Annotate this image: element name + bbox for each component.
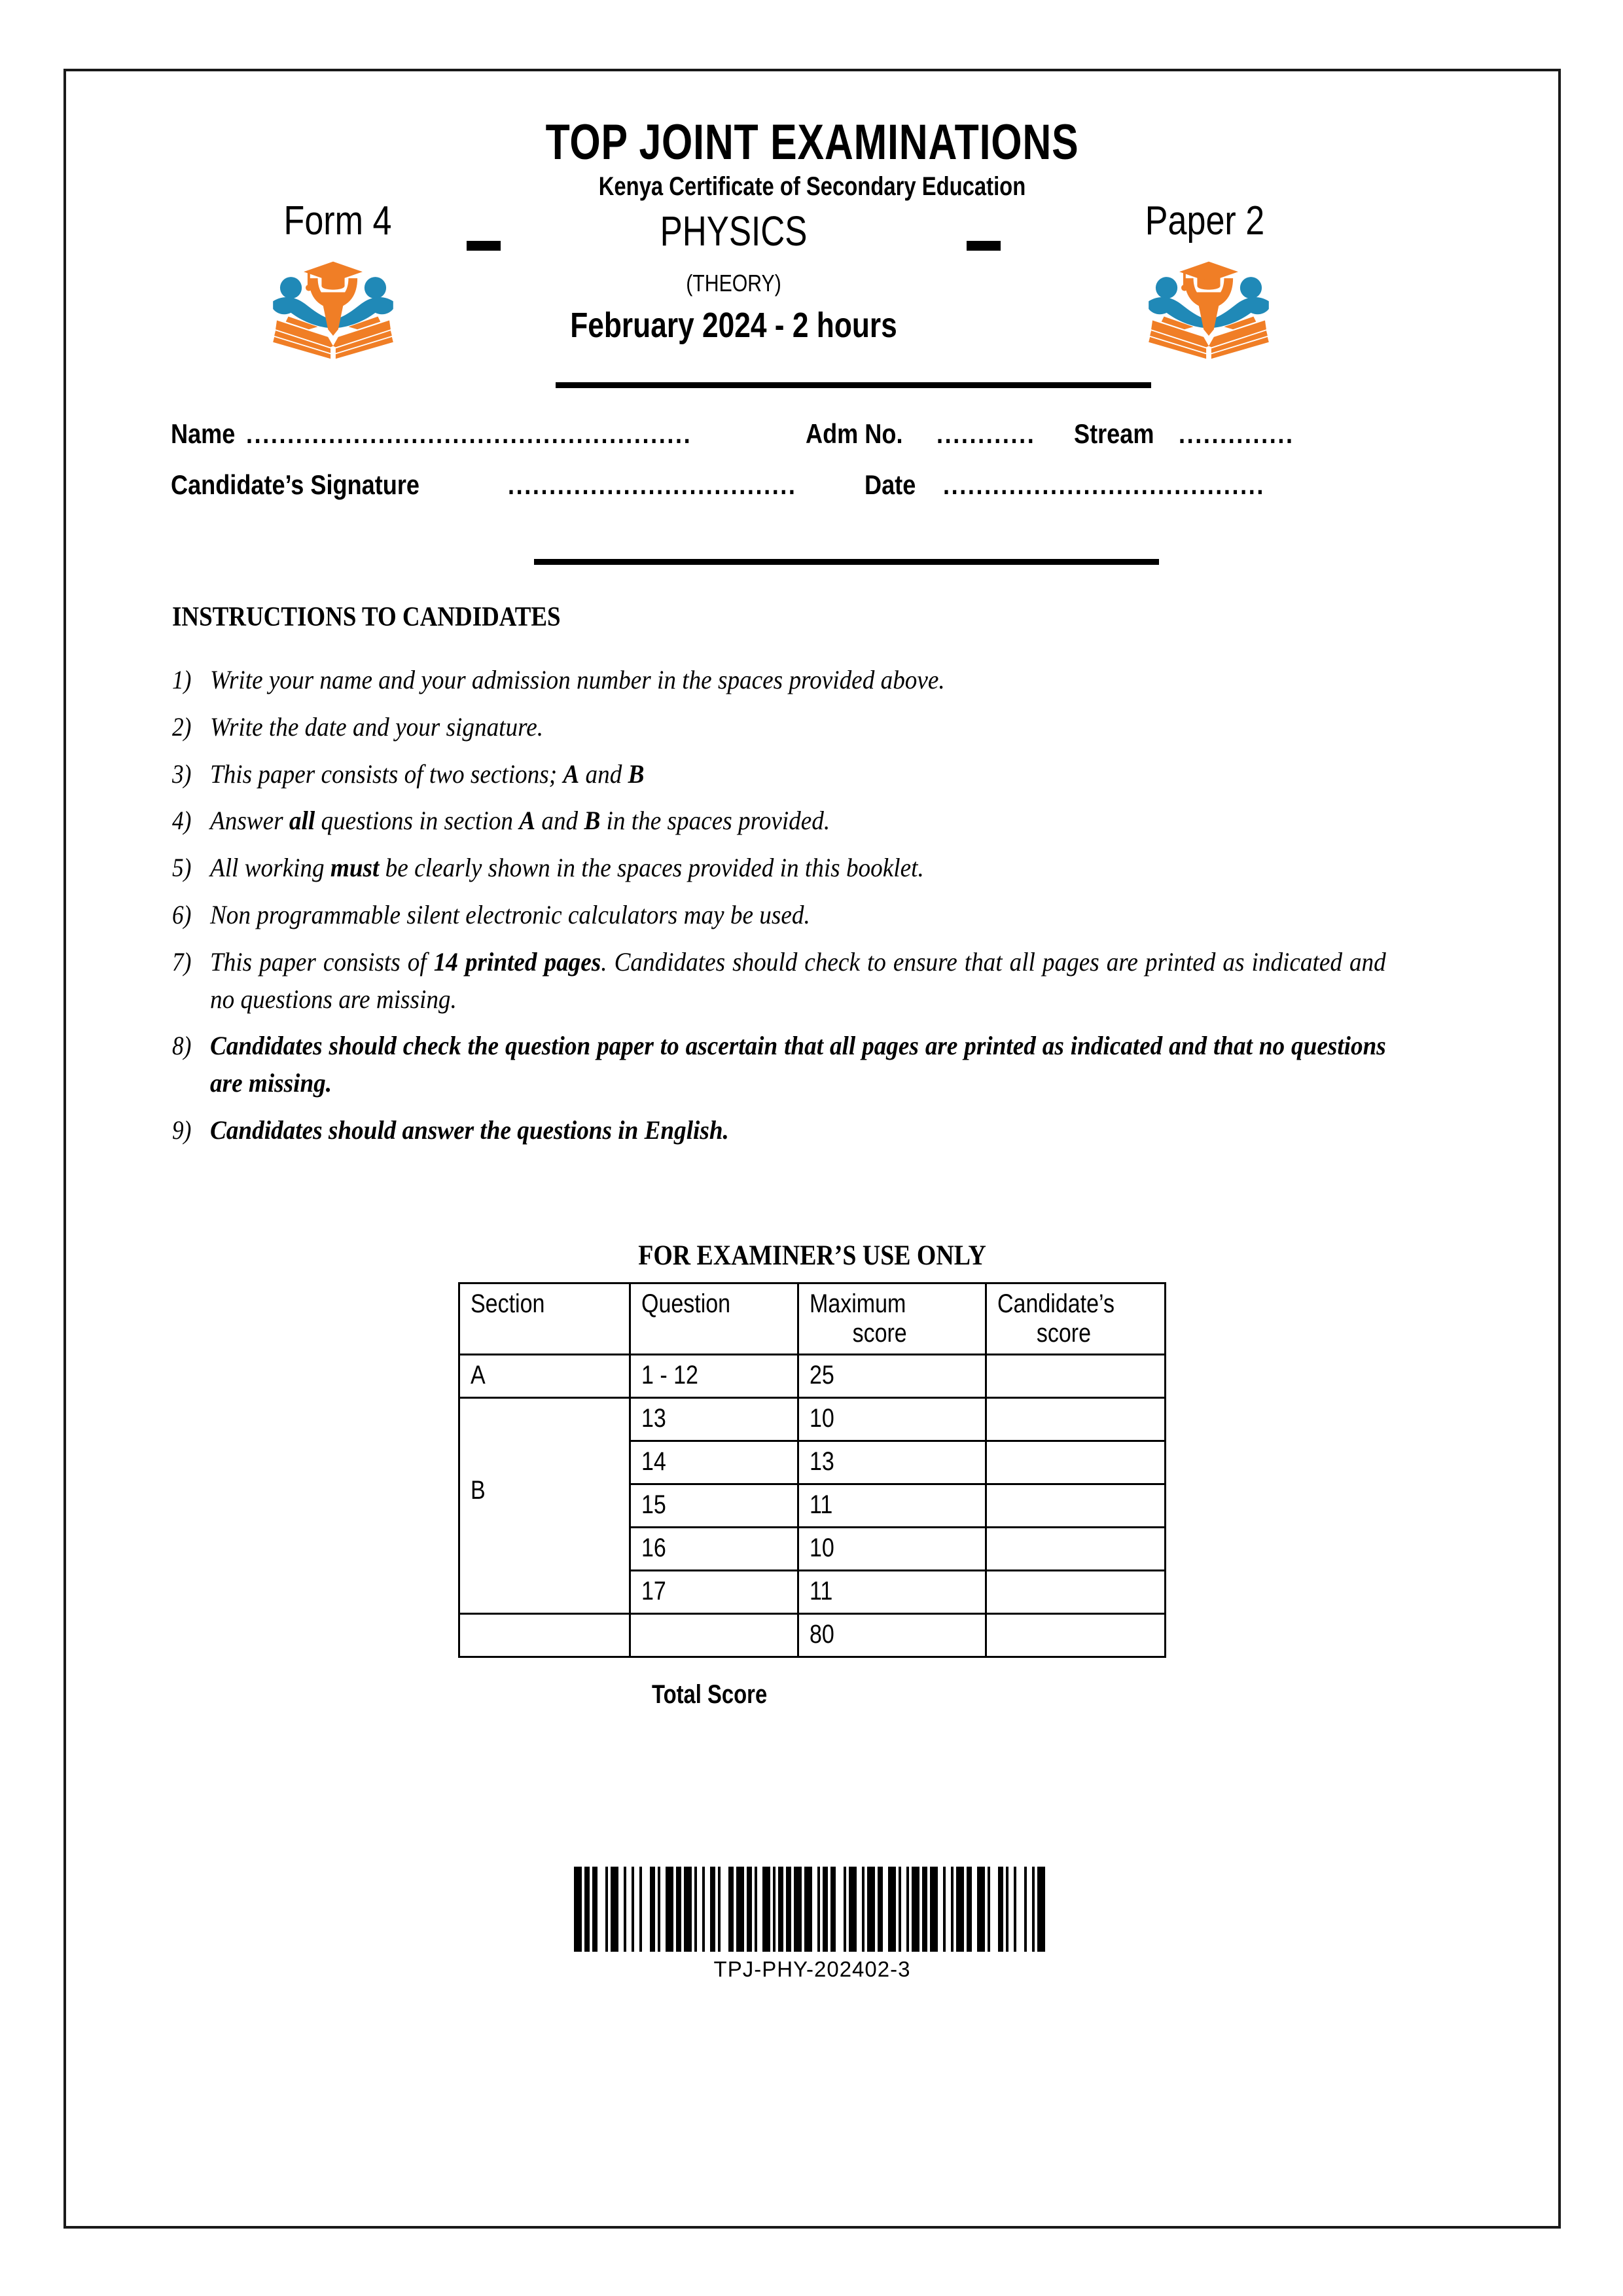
cell-max-score: 11 xyxy=(798,1571,986,1614)
instruction-item-1 xyxy=(172,662,1474,699)
candidate-details xyxy=(66,418,1558,520)
dash-separator-left xyxy=(467,241,501,251)
instruction-text: Write the date and your signature. xyxy=(210,711,544,742)
cell-total-candidate-score[interactable] xyxy=(986,1614,1166,1657)
exam-subtitle: Kenya Certificate of Secondary Education xyxy=(598,171,1026,201)
adm-no-label: Adm No. xyxy=(806,418,903,449)
instruction-number: 7) xyxy=(172,946,192,977)
instructions-heading: INSTRUCTIONS TO CANDIDATES xyxy=(172,602,561,632)
signature-input-line[interactable]: ................................... xyxy=(508,469,797,500)
exam-header xyxy=(66,117,1558,202)
table-row xyxy=(459,1398,1166,1441)
header-rule-top xyxy=(556,382,1151,388)
cell-max-score: 10 xyxy=(798,1398,986,1441)
instruction-item-6 xyxy=(172,897,1474,934)
instruction-item-9 xyxy=(172,1112,1474,1149)
instruction-item-7 xyxy=(172,944,1474,1018)
cell-candidate-score[interactable] xyxy=(986,1571,1166,1614)
instructions-section xyxy=(172,601,1474,1159)
instruction-number: 1) xyxy=(172,665,192,694)
instruction-text: This paper consists of two sections; A and B xyxy=(210,759,645,789)
form-label: Form 4 xyxy=(283,198,392,243)
cell-question-13: 13 xyxy=(630,1398,798,1441)
instruction-number: 3) xyxy=(172,759,192,789)
graduates-open-book-logo-icon xyxy=(269,253,397,363)
date-input-line[interactable]: ....................................... xyxy=(943,469,1266,500)
cell-section-b: B xyxy=(459,1398,630,1614)
instruction-number: 2) xyxy=(172,711,192,742)
signature-label: Candidate’s Signature xyxy=(171,469,420,500)
examiner-use-section xyxy=(66,1240,1558,1709)
stream-input-line[interactable]: .............. xyxy=(1179,418,1294,449)
cell-question-range: 1 - 12 xyxy=(630,1355,798,1398)
instruction-number: 8) xyxy=(172,1031,192,1061)
cell-max-score: 25 xyxy=(798,1355,986,1398)
exam-title: TOP JOINT EXAMINATIONS xyxy=(545,115,1079,170)
cell-candidate-score[interactable] xyxy=(986,1355,1166,1398)
name-row xyxy=(66,418,1558,469)
instruction-item-5 xyxy=(172,850,1474,887)
cell-max-score: 11 xyxy=(798,1484,986,1528)
paper-number-label: Paper 2 xyxy=(1145,198,1265,243)
cell-total-spacer-1 xyxy=(459,1614,630,1657)
exam-date-duration: February 2024 - 2 hours xyxy=(570,306,897,345)
table-header-row xyxy=(459,1283,1166,1355)
page-border xyxy=(63,69,1561,2229)
instruction-item-8 xyxy=(172,1028,1474,1102)
dash-separator-right xyxy=(967,241,1001,251)
name-input-line[interactable]: ...................................................... xyxy=(246,418,692,449)
examiner-score-table xyxy=(458,1282,1166,1658)
cell-max-score: 10 xyxy=(798,1528,986,1571)
column-header-candidate-score: Candidate’s score xyxy=(986,1283,1166,1355)
cell-question-15: 15 xyxy=(630,1484,798,1528)
signature-row xyxy=(66,469,1558,520)
barcode-image xyxy=(574,1867,1050,1952)
instruction-item-4 xyxy=(172,802,1474,840)
cell-question-17: 17 xyxy=(630,1571,798,1614)
adm-no-input-line[interactable]: ............ xyxy=(936,418,1036,449)
name-label: Name xyxy=(171,418,236,449)
barcode-block xyxy=(66,1858,1558,1982)
instruction-text: Write your name and your admission number in the spaces provided above. xyxy=(210,665,945,694)
instruction-text: Candidates should check the question paper to ascertain that all pages are printed as indicated and that no questions are missing. xyxy=(210,1031,1386,1098)
column-header-section: Section xyxy=(459,1283,630,1355)
cell-question-14: 14 xyxy=(630,1441,798,1484)
instruction-item-2 xyxy=(172,709,1474,746)
cell-candidate-score[interactable] xyxy=(986,1398,1166,1441)
column-header-question: Question xyxy=(630,1283,798,1355)
cell-question-16: 16 xyxy=(630,1528,798,1571)
instruction-number: 6) xyxy=(172,899,192,929)
cell-total-spacer-2 xyxy=(630,1614,798,1657)
cell-max-score: 13 xyxy=(798,1441,986,1484)
instruction-number: 4) xyxy=(172,806,192,836)
instruction-text: Non programmable silent electronic calculators may be used. xyxy=(210,899,810,929)
instruction-number: 9) xyxy=(172,1115,192,1145)
cell-candidate-score[interactable] xyxy=(986,1484,1166,1528)
instruction-text: Answer all questions in section A and B in the spaces provided. xyxy=(210,806,830,836)
cell-candidate-score[interactable] xyxy=(986,1441,1166,1484)
table-row xyxy=(459,1355,1166,1398)
total-score-label: Total Score xyxy=(652,1680,768,1709)
column-header-maximum-score: Maximum score xyxy=(798,1283,986,1355)
cell-candidate-score[interactable] xyxy=(986,1528,1166,1571)
paper-identification-row xyxy=(66,192,1558,369)
barcode-text: TPJ-PHY-202402-3 xyxy=(713,1957,911,1981)
instruction-text: This paper consists of 14 printed pages. Candidates should check to ensure that all pages are printed as indicated and no questions are missing. xyxy=(210,946,1386,1014)
examiner-heading: FOR EXAMINER’S USE ONLY xyxy=(638,1240,986,1271)
table-total-row xyxy=(459,1614,1166,1657)
stream-label: Stream xyxy=(1074,418,1154,449)
cell-section-a: A xyxy=(459,1355,630,1398)
date-label: Date xyxy=(865,469,916,500)
header-rule-bottom xyxy=(534,559,1159,565)
instruction-text: Candidates should answer the questions in English. xyxy=(210,1115,729,1145)
paper-type-label: (THEORY) xyxy=(686,270,781,296)
instruction-text: All working must be clearly shown in the spaces provided in this booklet. xyxy=(210,853,924,883)
graduates-open-book-logo-icon-right xyxy=(1145,253,1273,363)
instruction-item-3 xyxy=(172,756,1474,793)
cell-total-max: 80 xyxy=(798,1614,986,1657)
instruction-number: 5) xyxy=(172,853,192,883)
subject-title: PHYSICS xyxy=(660,207,808,255)
